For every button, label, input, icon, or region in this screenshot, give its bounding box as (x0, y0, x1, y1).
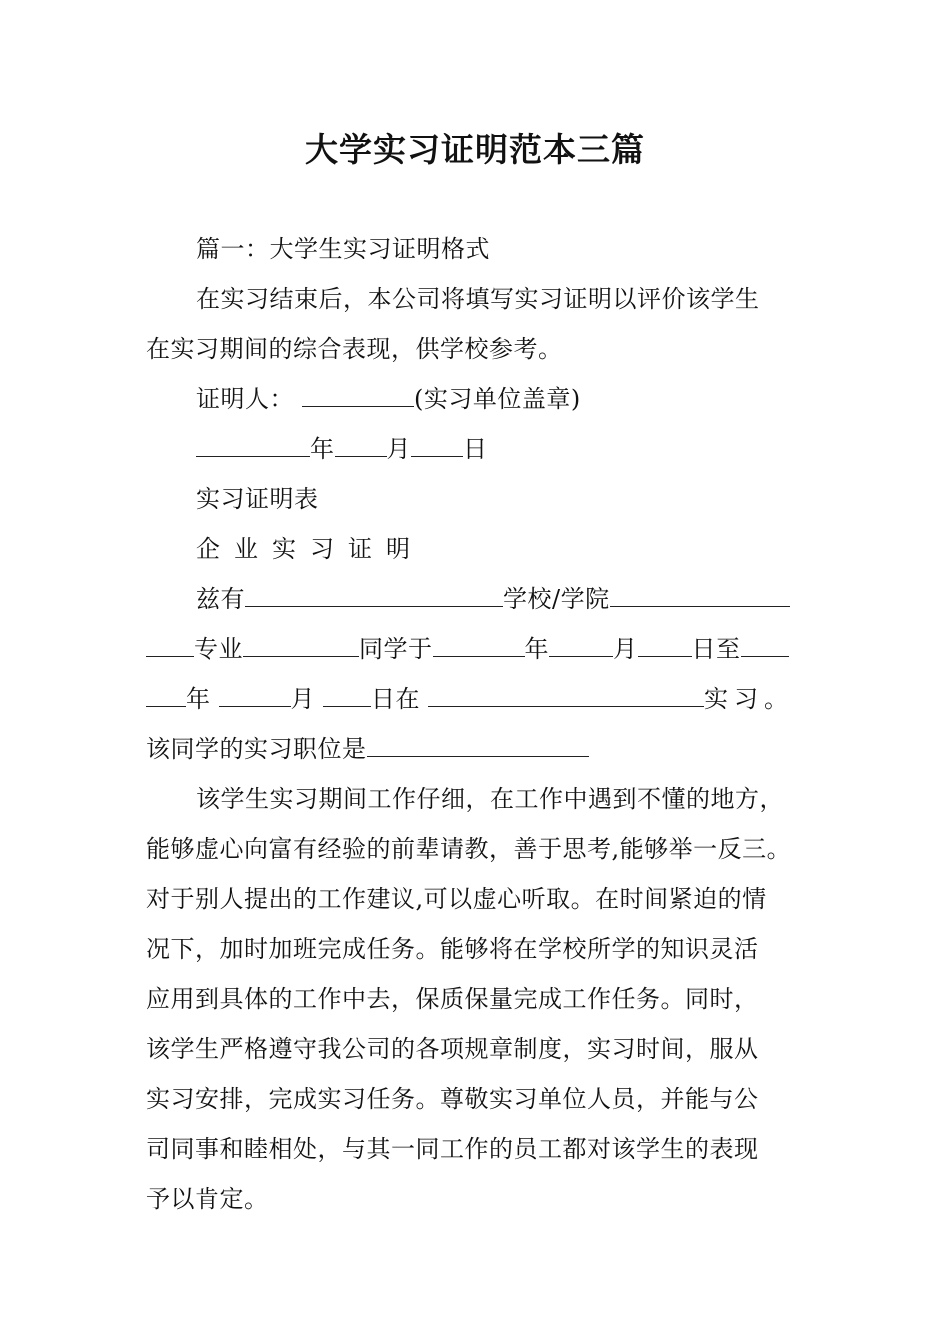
certifier-line (196, 382, 581, 416)
company-blank[interactable] (428, 684, 704, 707)
student-name-blank[interactable] (245, 584, 503, 607)
evaluation-line: 予以肯定。 (146, 1185, 269, 1213)
date-day-label: 日 (463, 435, 488, 463)
certifier-label: 证明人： (196, 385, 294, 413)
date-year-label: 年 (310, 435, 335, 463)
form-position-label: 该同学的实习职位是 (146, 735, 367, 763)
table-title: 实习证明表 (196, 485, 319, 513)
end-year-blank-cont[interactable] (146, 684, 186, 707)
form-end-year: 年 (186, 685, 211, 713)
start-month-blank[interactable] (549, 634, 613, 657)
evaluation-line: 对于别人提出的工作建议,可以虚心听取。在时间紧迫的情 (146, 885, 767, 913)
date-month-label: 月 (386, 435, 411, 463)
end-month-blank[interactable] (219, 684, 291, 707)
form-school-college: 学校/学院 (503, 585, 610, 613)
seal-note: (实习单位盖章) (414, 385, 581, 413)
document-title: 大学实习证明范本三篇 (305, 130, 645, 169)
form-internship-end: 实习。 (704, 685, 794, 713)
evaluation-line: 应用到具体的工作中去，保质保量完成工作任务。同时， (146, 985, 759, 1013)
form-student-on: 同学于 (359, 635, 433, 663)
evaluation-line: 该学生严格遵守我公司的各项规章制度，实习时间，服从 (146, 1035, 759, 1063)
form-day-to: 日至 (691, 635, 741, 663)
date-year-blank[interactable] (196, 434, 310, 457)
certifier-blank[interactable] (302, 384, 414, 407)
date-line (196, 432, 488, 466)
form-start-year: 年 (524, 635, 549, 663)
company-cert-title: 企业实习证明 (196, 535, 424, 563)
form-zi-you: 兹有 (196, 585, 245, 613)
school-blank-cont[interactable] (146, 634, 194, 657)
evaluation-line: 况下，加时加班完成任务。能够将在学校所学的知识灵活 (146, 935, 759, 963)
start-day-blank[interactable] (638, 634, 692, 657)
form-day-at: 日在 (371, 685, 420, 713)
form-line-2 (146, 632, 789, 666)
start-year-blank[interactable] (433, 634, 525, 657)
form-end-month: 月 (290, 685, 315, 713)
end-day-blank[interactable] (323, 684, 371, 707)
date-day-blank[interactable] (411, 434, 463, 457)
end-year-blank[interactable] (741, 634, 789, 657)
school-blank[interactable] (610, 584, 790, 607)
evaluation-line: 能够虚心向富有经验的前辈请教，善于思考,能够举一反三。 (146, 835, 792, 863)
evaluation-line: 司同事和睦相处，与其一同工作的员工都对该学生的表现 (146, 1135, 759, 1163)
intro-line-1: 在实习结束后，本公司将填写实习证明以评价该学生 (196, 285, 760, 313)
form-line-1 (196, 582, 790, 616)
evaluation-line: 该学生实习期间工作仔细，在工作中遇到不懂的地方， (196, 785, 784, 813)
date-month-blank[interactable] (335, 434, 387, 457)
form-start-month: 月 (613, 635, 638, 663)
form-major: 专业 (194, 635, 243, 663)
form-line-3 (146, 682, 794, 716)
intro-line-2: 在实习期间的综合表现，供学校参考。 (146, 335, 563, 363)
major-blank[interactable] (243, 634, 359, 657)
form-line-4 (146, 732, 589, 766)
section-heading: 篇一：大学生实习证明格式 (196, 235, 490, 263)
position-blank[interactable] (367, 734, 589, 757)
evaluation-line: 实习安排，完成实习任务。尊敬实习单位人员，并能与公 (146, 1085, 759, 1113)
